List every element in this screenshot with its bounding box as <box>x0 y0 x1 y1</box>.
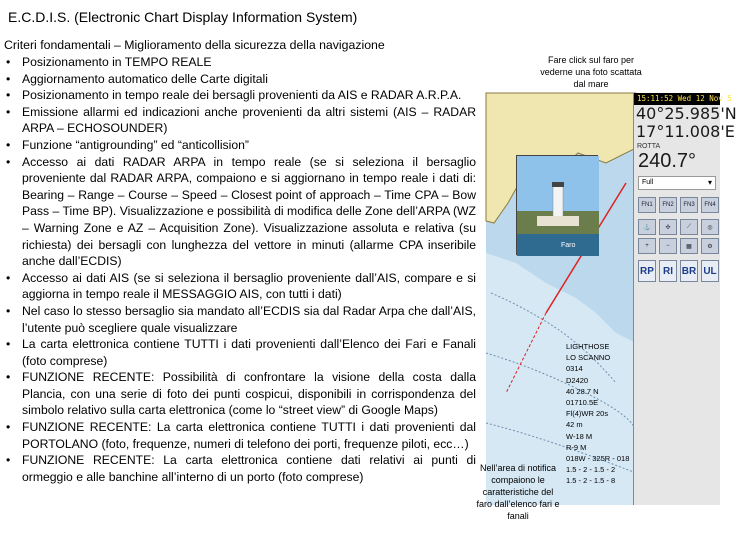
course-label: ROTTA <box>637 143 661 150</box>
bullet-item: • Nel caso lo stesso bersaglio sia mandato all’ECDIS sia dal Radar Arpa che dall’AIS, l’utente può scegliere quale visualizzare <box>4 303 476 336</box>
lh-line: 0314 <box>566 364 583 374</box>
function-button[interactable]: FN3 <box>680 197 698 213</box>
zoom-in-icon[interactable]: + <box>638 238 656 254</box>
lh-line: 1.5 - 2 - 1.5 - 2 <box>566 465 616 475</box>
grid-icon[interactable]: ▦ <box>680 238 698 254</box>
function-button[interactable]: FN1 <box>638 197 656 213</box>
longitude-readout: 17°11.008'E <box>636 122 735 141</box>
lh-line: D2420 <box>566 375 589 385</box>
lh-line: 1.5 - 2 - 1.5 - 8 <box>566 476 616 486</box>
bullet-item: • FUNZIONE RECENTE: La carta elettronica contiene TUTTI i dati provenienti dal PORTOLANO (foto, frequenze, numeri di telefono dei porti, frequenze piloti, ecc…) <box>4 419 476 452</box>
lh-line: Fl(4)WR 20s <box>566 409 609 419</box>
anchor-icon[interactable]: ⚓ <box>638 219 656 235</box>
course-readout: 240.7° <box>638 150 697 172</box>
lh-line: 018W - 325R - 018 <box>566 454 630 464</box>
lh-line: 01710.5E <box>566 398 599 408</box>
ecdis-screenshot <box>486 93 737 505</box>
bullet-item: • FUNZIONE RECENTE: La carta elettronica contiene dati relativi ai punti di ormeggio e alle banchine all’interno di un porto (foto comprese) <box>4 452 476 485</box>
latitude-readout: 40°25.985'N <box>636 104 737 123</box>
bullet-item: • Posizionamento in tempo reale dei bersagli provenienti da AIS e RADAR A.R.P.A. <box>4 87 476 104</box>
settings-icon[interactable]: ⚙ <box>701 238 719 254</box>
target-icon[interactable]: ◎ <box>701 219 719 235</box>
ruler-icon[interactable]: ⟋ <box>680 219 698 235</box>
lighthouse-photo[interactable] <box>516 155 598 255</box>
bullet-item: • La carta elettronica contiene TUTTI i dati provenienti dall’Elenco dei Fari e Fanali (foto comprese) <box>4 336 476 369</box>
layer-button[interactable]: BR <box>680 260 698 282</box>
photo-caption: Faro <box>561 242 576 249</box>
bullet-item: • Emissione allarmi ed indicazioni anche provenienti da altri sistemi (AIS – RADAR ARPA – ECHOSOUNDER) <box>4 104 476 137</box>
lighthouse-notification <box>566 341 629 487</box>
display-mode-select[interactable]: Full ▾ <box>638 176 716 190</box>
lh-line: LO SCANNO <box>566 353 611 363</box>
function-button[interactable]: FN4 <box>701 197 719 213</box>
layer-button[interactable]: UL <box>701 260 719 282</box>
lh-line: 42 m <box>566 420 583 430</box>
lh-line: W-18 M <box>566 431 593 441</box>
lh-line: 40 28.7 N <box>566 386 599 396</box>
lh-line: R-9 M <box>566 442 587 452</box>
lighthouse-image <box>517 156 599 256</box>
function-button[interactable]: FN2 <box>659 197 677 213</box>
layer-buttons <box>634 257 720 285</box>
ecdis-side-panel <box>633 93 737 505</box>
clock-readout: 15:11:52 Wed 12 Nov 5 <box>634 93 720 105</box>
layer-button[interactable]: RP <box>638 260 656 282</box>
slide-subtitle: Criteri fondamentali – Miglioramento della sicurezza della navigazione <box>4 38 385 52</box>
slide-title: E.C.D.I.S. (Electronic Chart Display Information System) <box>8 9 358 25</box>
bullet-item: • Accesso ai dati AIS (se si seleziona il bersaglio proveniente dall’AIS, compare e si aggiorna in tempo reale il MESSAGGIO AIS, con tutti i dati) <box>4 270 476 303</box>
bullet-item: • Aggiornamento automatico delle Carte digitali <box>4 71 476 88</box>
compass-icon[interactable]: ✣ <box>659 219 677 235</box>
function-buttons <box>634 194 720 216</box>
caption-notification-area: Nell’area di notifica compaiono le caratteristiche del faro dall’elenco fari e fanali <box>476 463 560 521</box>
bullet-item: • FUNZIONE RECENTE: Possibilità di confrontare la visione della costa dalla Plancia, con una serie di foto dei punti cospicui, disponibili in corrispondenza del simbolo relativo sulla carta elettronica (come lo “street view” di Google Maps) <box>4 369 476 419</box>
bullet-item: • Accesso ai dati RADAR ARPA in tempo reale (se si seleziona il bersaglio proveniente dal RADAR ARPA, compaiono e si aggiornano in tempo reale i dati di: Bearing – Range – Course – Speed – Closest point of approach – Time CPA – Bow Pass – Time BP). Visualizzazione e possibilità di modifica delle Zone dell’ARPA (WZ – Warning Zone e AZ – Acquisition Zone). Visualizzazione assoluta e relativa (su richiesta) dei bersagli con lunghezza del vettore in minuti (allarme CPA inseribile anche dall’ECDIS) <box>4 154 476 270</box>
bullet-list <box>4 54 476 485</box>
layer-button[interactable]: RI <box>659 260 677 282</box>
lh-line: LIGHTHOSE <box>566 342 610 351</box>
bullet-item: • Funzione “antigrounding” ed “anticollision” <box>4 137 476 154</box>
bullet-item: • Posizionamento in TEMPO REALE <box>4 54 476 71</box>
caption-click-lighthouse: Fare click sul faro per vederne una foto scattata dal mare <box>540 55 642 89</box>
tool-buttons <box>634 216 720 257</box>
zoom-out-icon[interactable]: − <box>659 238 677 254</box>
